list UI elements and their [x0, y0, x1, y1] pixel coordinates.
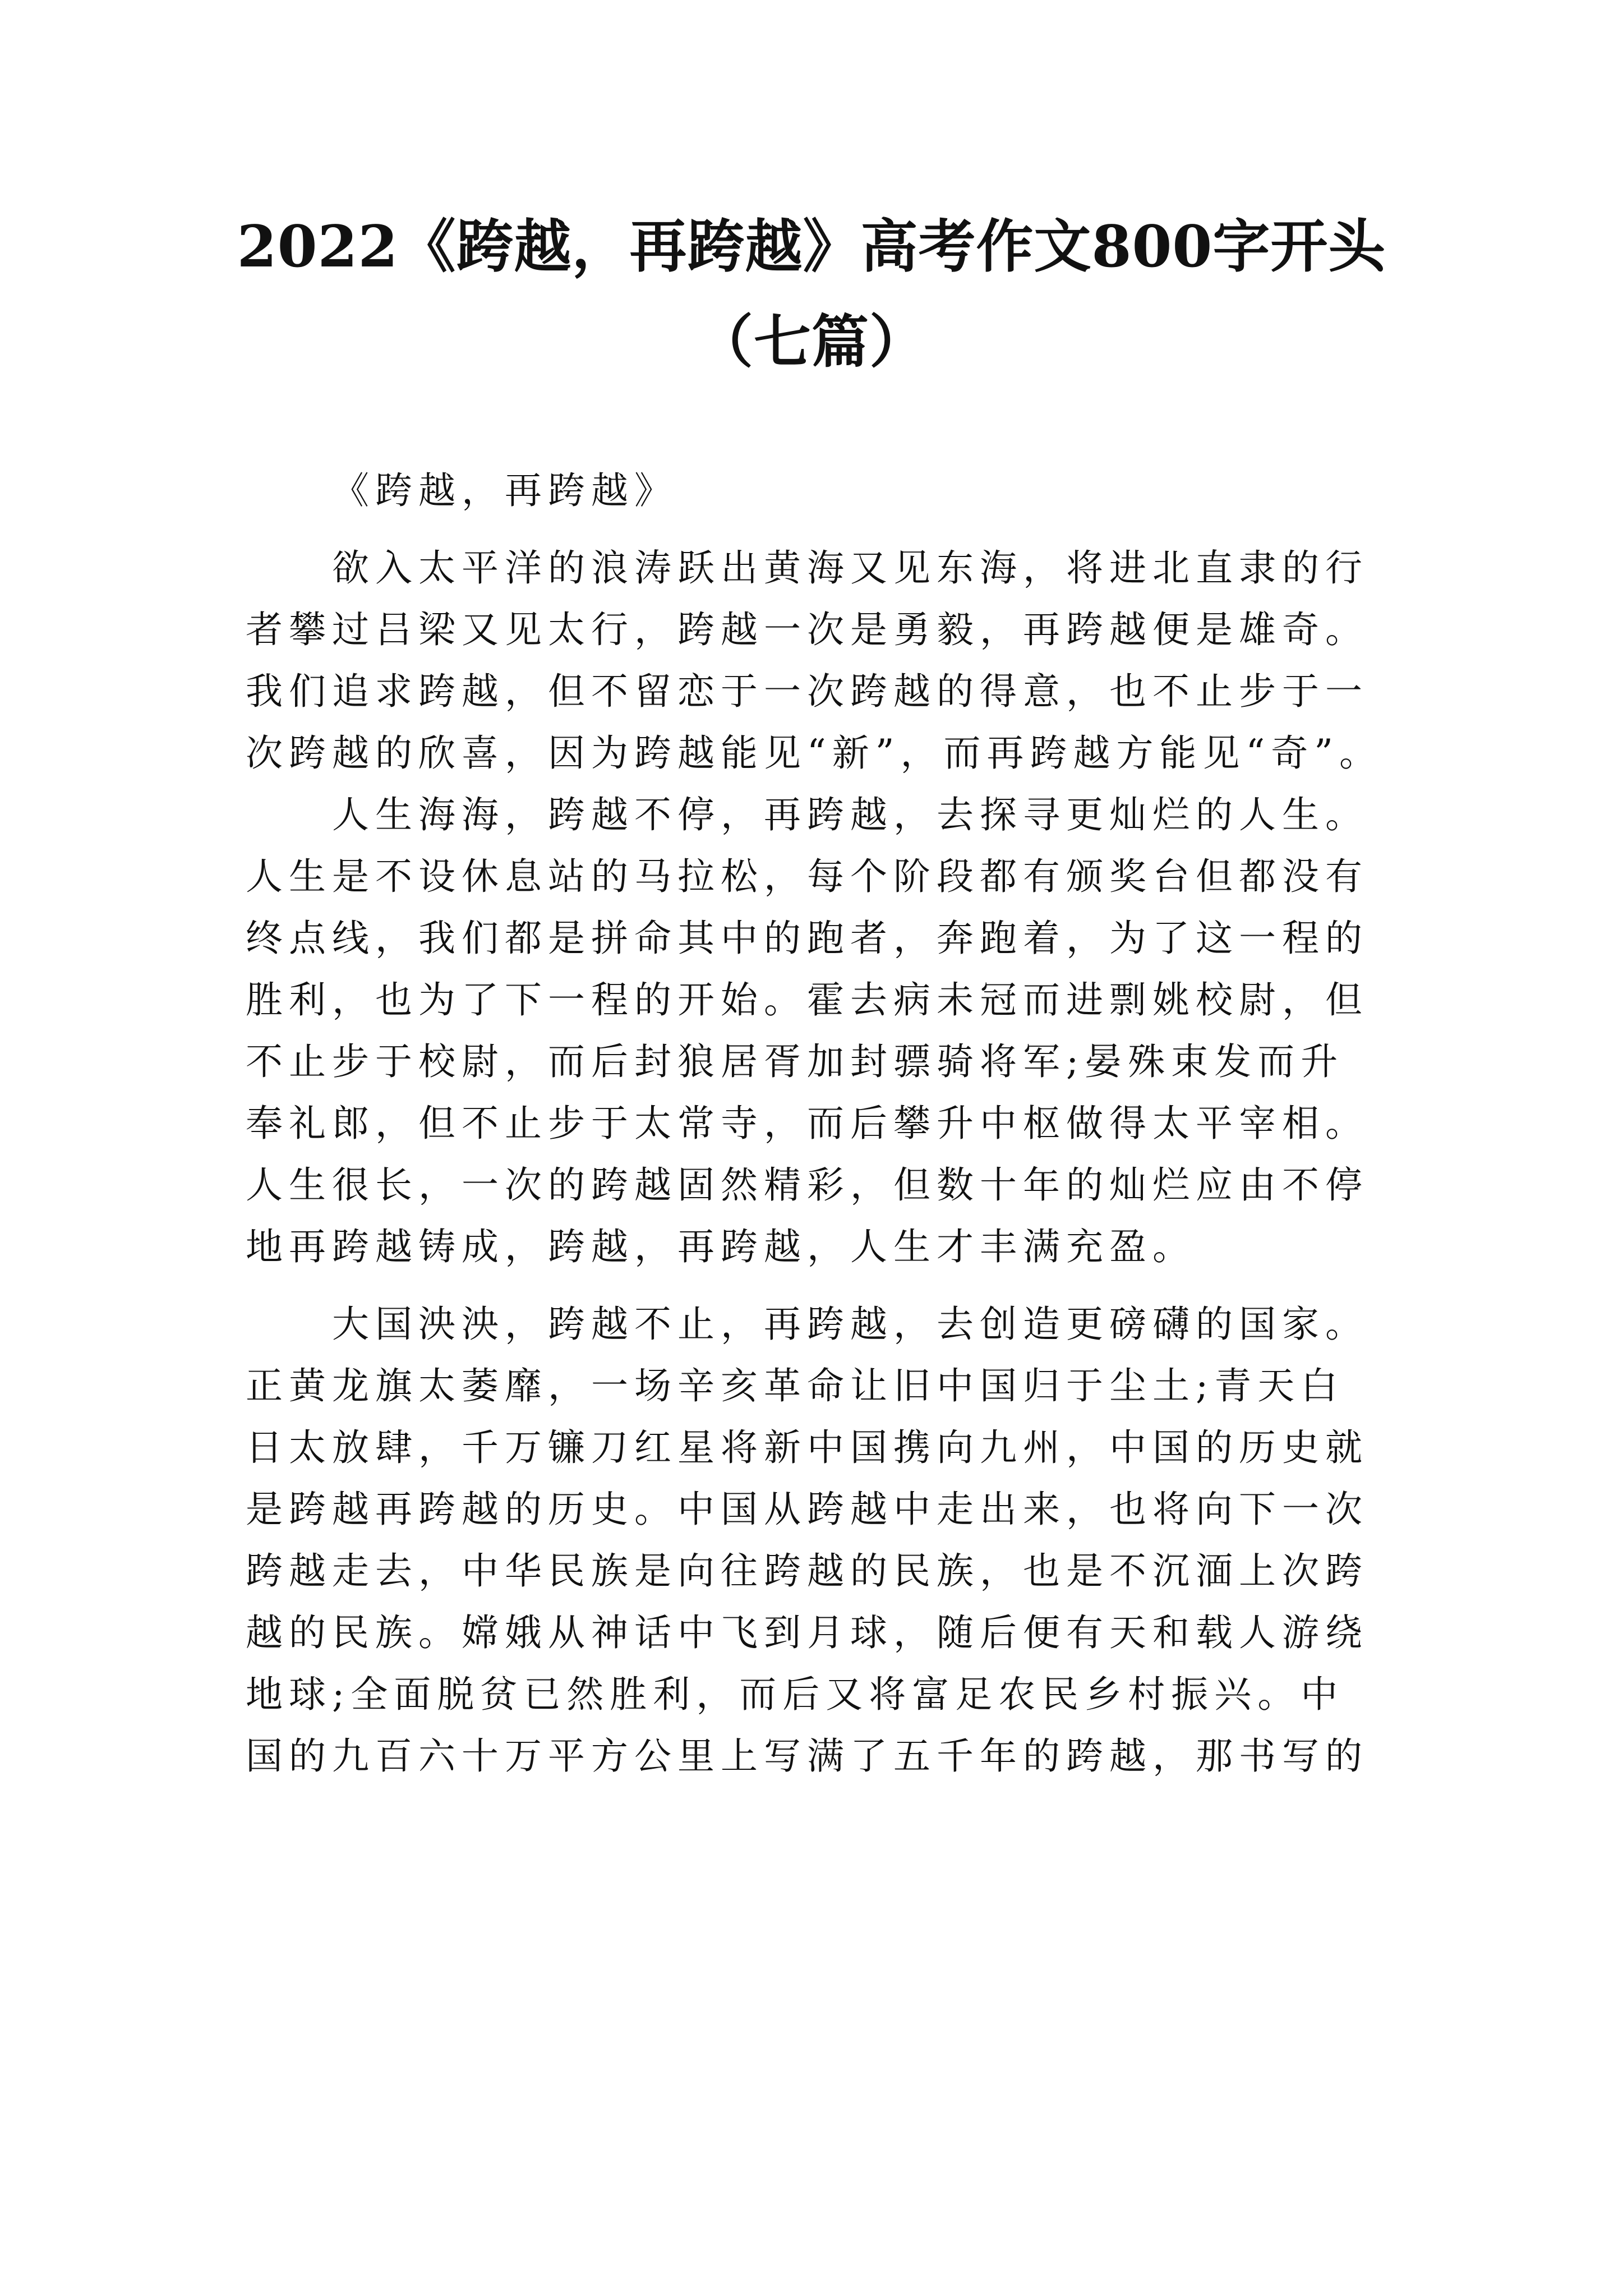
paragraph-1-line: 我们追求跨越，但不留恋于一次跨越的得意，也不止步于一 — [246, 670, 1368, 713]
paragraph-3-line: 是跨越再跨越的历史。中国从跨越中走出来，也将向下一次 — [246, 1488, 1368, 1531]
paragraph-3-line: 国的九百六十万平方公里上写满了五千年的跨越，那书写的 — [246, 1734, 1368, 1778]
paragraph-3-line: 正黄龙旗太萎靡，一场辛亥革命让旧中国归于尘土;青天白 — [246, 1364, 1344, 1407]
paragraph-1-line: 欲入太平洋的浪涛跃出黄海又见东海，将进北直隶的行 — [332, 546, 1368, 590]
paragraph-2-line: 地再跨越铸成，跨越，再跨越，人生才丰满充盈。 — [246, 1225, 1196, 1268]
title-line: （七篇） — [696, 309, 927, 376]
title-line: 2022《跨越，再跨越》高考作文800字开头 — [237, 213, 1386, 280]
paragraph-3-line: 跨越走去，中华民族是向往跨越的民族，也是不沉湎上次跨 — [246, 1549, 1368, 1593]
paragraph-2-line: 人生是不设休息站的马拉松，每个阶段都有颁奖台但都没有 — [246, 855, 1368, 898]
document-title — [168, 199, 1455, 390]
paragraph-2-line: 人生海海，跨越不停，再跨越，去探寻更灿烂的人生。 — [332, 793, 1368, 836]
paragraph-1-line: 次跨越的欣喜，因为跨越能见“新”，而再跨越方能见“奇”。 — [246, 731, 1382, 775]
paragraph-2-line: 奉礼郎，但不止步于太常寺，而后攀升中枢做得太平宰相。 — [246, 1102, 1368, 1145]
paragraph-2-line: 终点线，我们都是拼命其中的跑者，奔跑着，为了这一程的 — [246, 917, 1368, 960]
paragraph-1-line: 者攀过吕梁又见太行，跨越一次是勇毅，再跨越便是雄奇。 — [246, 608, 1368, 651]
paragraph-3-line: 地球;全面脱贫已然胜利，而后又将富足农民乡村振兴。中 — [246, 1673, 1344, 1716]
paragraph-2-line: 人生很长，一次的跨越固然精彩，但数十年的灿烂应由不停 — [246, 1163, 1368, 1207]
essay-heading: 《跨越，再跨越》 — [332, 469, 677, 512]
paragraph-3-line: 大国泱泱，跨越不止，再跨越，去创造更磅礴的国家。 — [332, 1303, 1368, 1346]
document-body — [246, 460, 1382, 1787]
paragraph-2-line: 不止步于校尉，而后封狼居胥加封骠骑将军;晏殊束发而升 — [246, 1040, 1344, 1083]
paragraph-3-line: 越的民族。嫦娥从神话中飞到月球，随后便有天和载人游绕 — [246, 1611, 1368, 1654]
paragraph-3-line: 日太放肆，千万镰刀红星将新中国携向九州，中国的历史就 — [246, 1426, 1368, 1469]
paragraph-2-line: 胜利，也为了下一程的开始。霍去病未冠而进剽姚校尉，但 — [246, 978, 1368, 1022]
